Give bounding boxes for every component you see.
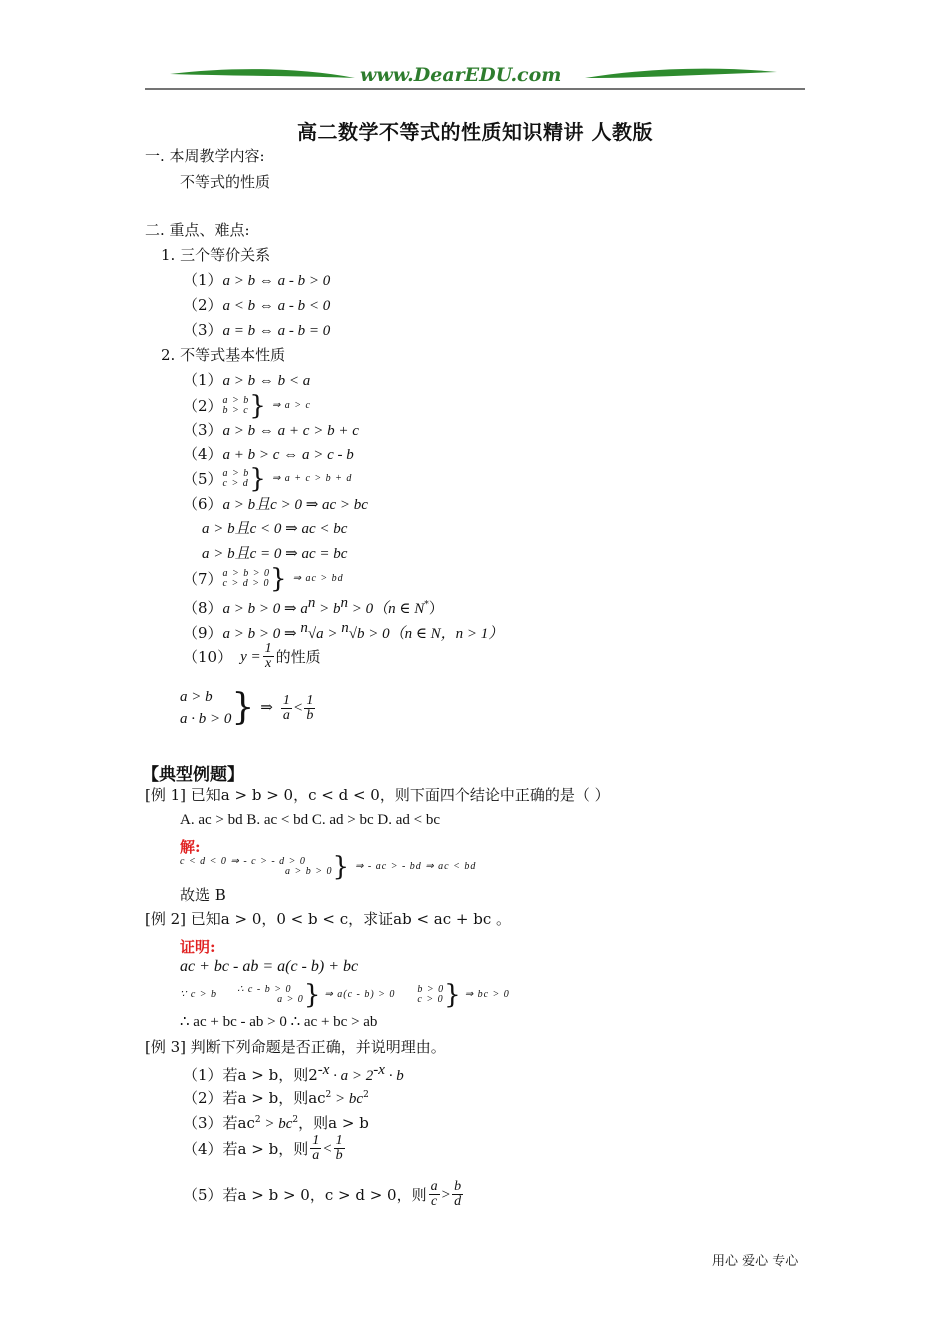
property-3: （3）a > b ⇔ a + c > b + c	[183, 421, 359, 439]
example2-proof-label: 证明:	[180, 938, 216, 956]
property-10: （10） y = $\frac{1}{x}$ 的性质	[183, 641, 321, 671]
eq-row-1: （1）a > b ⇔ a - b > 0	[183, 271, 331, 289]
example1-options: A. ac > bd B. ac < bd C. ad > bc D. ad < bc	[180, 812, 441, 828]
header-banner	[145, 62, 805, 92]
example2-line1: ac + bc - ab = a(c - b) + bc	[180, 958, 359, 975]
property-1: （1）a > b ⇔ b < a	[183, 371, 311, 389]
example3-item-3: （3）若$ac^2 > bc^2$，则a > b	[183, 1114, 369, 1132]
section2-heading: 二. 重点、难点:	[145, 221, 250, 239]
property-7: （7） a > b > 0 c > d > 0 } ⇒ ac > bd	[183, 564, 344, 594]
property-5: （5） a > b c > d } ⇒ a + c > b + d	[183, 464, 353, 494]
page-title: 高二数学不等式的性质知识精讲 人教版	[297, 120, 653, 144]
example1-conclusion: 故选 B	[180, 886, 226, 904]
example3-item-1: （1）若a > b，则$2^{-x} \cdot a > 2^{-x} \cdot b$	[183, 1062, 404, 1084]
example3-question: [例 3] 判断下列命题是否正确，并说明理由。	[145, 1038, 446, 1056]
examples-heading: 【典型例题】	[142, 765, 244, 785]
section1-heading: 一. 本周教学内容:	[145, 147, 265, 165]
page-footer: 用心 爱心 专心	[712, 1254, 799, 1269]
example1-question: [例 1] 已知a > b > 0，c < d < 0，则下面四个结论中正确的是（ ）	[145, 786, 610, 804]
property-2: （2） a > b b > c } ⇒ a > c	[183, 391, 311, 421]
example3-item-4: （4）若a > b，则 $\frac{1}{a}$ < $\frac{1}{b}$	[183, 1133, 343, 1163]
example2-question: [例 2] 已知a > 0，0 < b < c，求证ab < ac + bc 。	[145, 910, 511, 928]
property-6: （6）a > b且c > 0 ⇒ ac > bc	[183, 495, 368, 513]
eq-row-2: （2）a < b ⇔ a - b < 0	[183, 296, 331, 314]
example1-solution-label: 解:	[180, 838, 201, 856]
section1-content: 不等式的性质	[180, 173, 271, 191]
property-11: a > b a · b > 0 } ⇒ $\frac{1}{a}$ < $\frac{1}{b}$	[180, 687, 314, 728]
example3-item-5: （5）若a > b > 0，c > d > 0，则 $\frac{a}{c}$ > $\frac{b}{d}$	[183, 1179, 462, 1209]
property-9: （9）a > b > 0 ⇒ $^n$√a > $^n$√b > 0（n ∈ N，n > 1）	[183, 620, 504, 642]
example2-line3: ∴ ac + bc - ab > 0 ∴ ac + bc > ab	[180, 1014, 378, 1030]
property-8: （8）a > b > 0 ⇒ $a^n > b^n > 0(n$ ∈ N*）	[183, 595, 444, 617]
property-6c: a > b且c = 0 ⇒ ac = bc	[202, 546, 348, 562]
site-logo[interactable]: www.DearEDU.com	[360, 64, 562, 86]
subsection-equivalences: 1. 三个等价关系	[161, 246, 271, 264]
example1-solution: c < d < 0 ⇒ - c > - d > 0 a > b > 0 } ⇒ - ac > - bd ⇒ ac < bd	[180, 852, 477, 882]
eq-row-3: （3）a = b ⇔ a - b = 0	[183, 321, 331, 339]
example3-item-2: （2）若a > b，则$ac^2 > bc^2$	[183, 1089, 369, 1107]
property-4: （4）a + b > c ⇔ a > c - b	[183, 445, 354, 463]
property-6b: a > b且c < 0 ⇒ ac < bc	[202, 521, 348, 537]
subsection-properties: 2. 不等式基本性质	[161, 346, 286, 364]
example2-line2: ∵ c > b ∴ c - b > 0 a > 0 } ⇒ a(c - b) > 0 b > 0 c > 0 } ⇒ bc > 0	[180, 980, 510, 1010]
